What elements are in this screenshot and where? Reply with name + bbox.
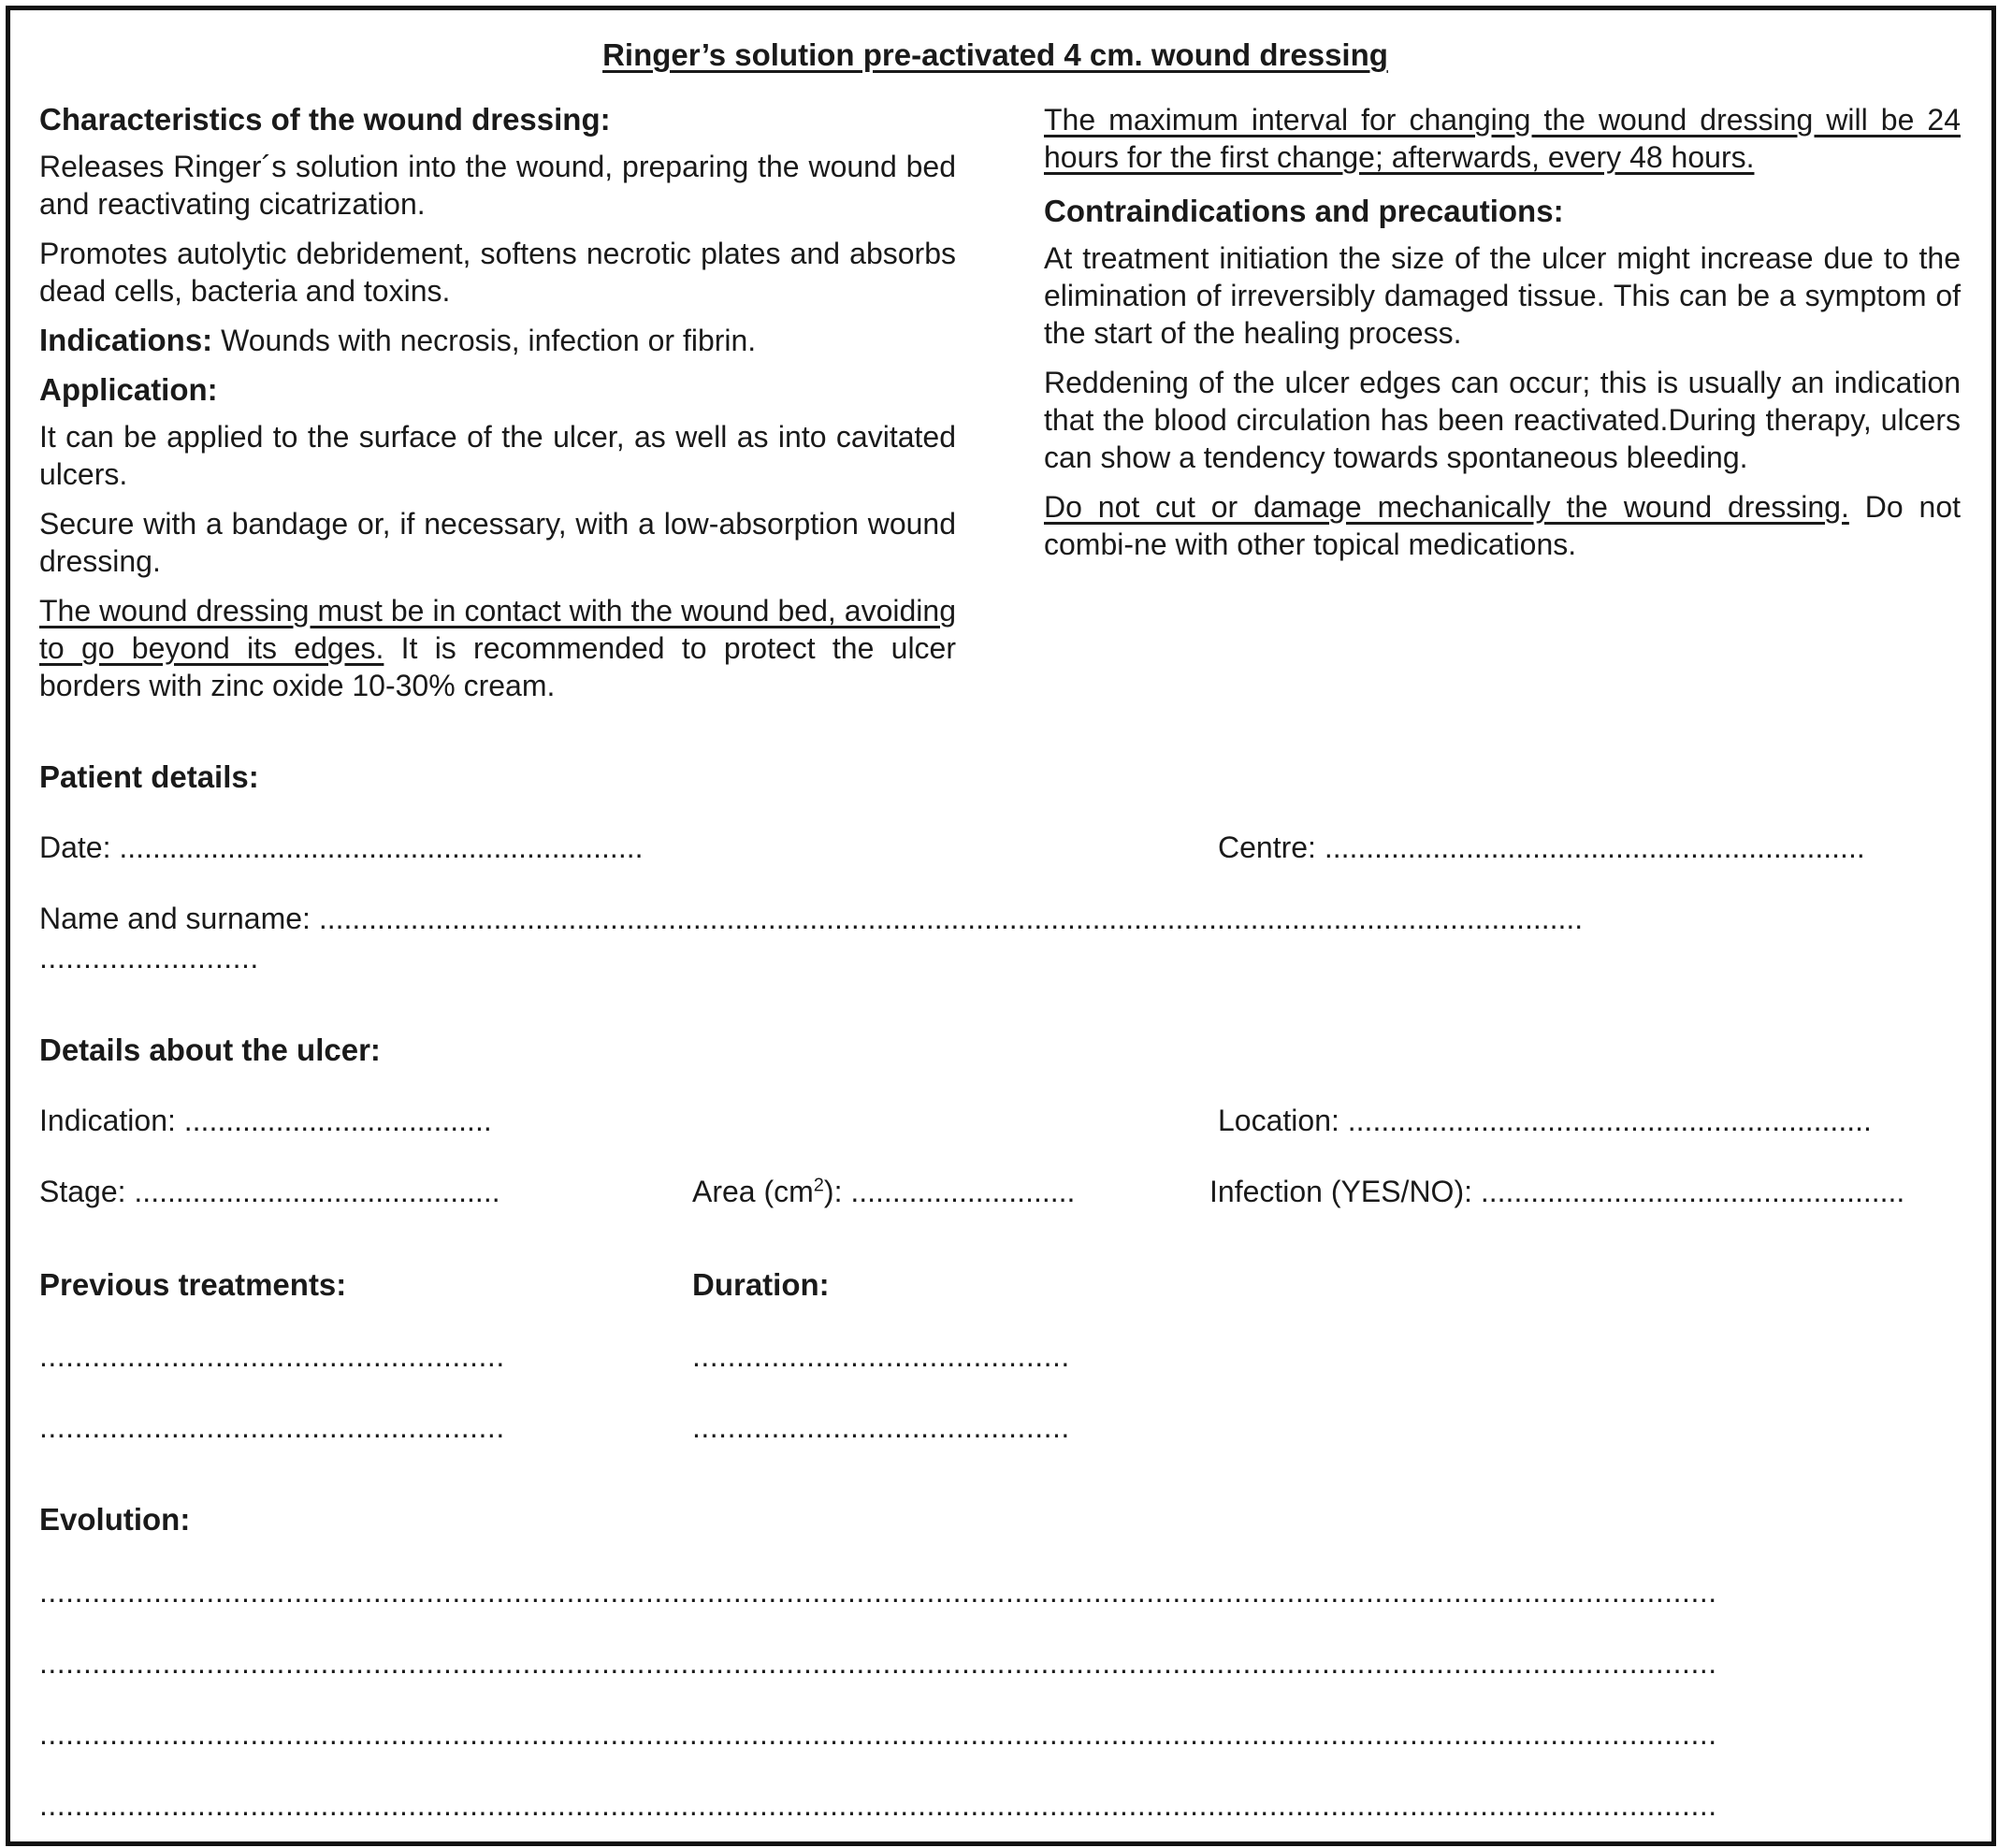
- area-field[interactable]: [692, 1175, 1113, 1209]
- characteristics-paragraph-2: Promotes autolytic debridement, softens necrotic plates and absorbs dead cells, bacteria and toxins.: [39, 237, 956, 308]
- do-not-combine-note: Do not combi-ne with other topical medications.: [1044, 490, 1962, 561]
- do-not-cut-warning: Do not cut or damage mechanically the wound dressing.: [1044, 490, 1849, 524]
- stage-field[interactable]: Stage: ............................................: [39, 1175, 500, 1208]
- contraindication-paragraph-1: At treatment initiation the size of the ulcer might increase due to the elimination of irreversibly damaged tissue. This can be a symptom of the start of the healing process.: [1044, 241, 1961, 350]
- duration-heading: Duration:: [692, 1267, 830, 1302]
- evolution-line-1[interactable]: ...............................................................................................................................................................................................: [39, 1575, 1717, 1609]
- infection-field[interactable]: Infection (YES/NO): ...................................................: [1209, 1175, 1905, 1208]
- contraindication-paragraph-3: [1044, 488, 1961, 563]
- duration-line-2[interactable]: ...........................................: [692, 1410, 1070, 1444]
- area-dots: ): ...........................: [823, 1175, 1076, 1208]
- application-paragraph-1: It can be applied to the surface of the ulcer, as well as into cavitated ulcers.: [39, 420, 956, 491]
- previous-treatment-line-1[interactable]: .....................................................: [39, 1339, 505, 1373]
- location-field[interactable]: Location: ...............................................................: [1218, 1104, 1872, 1137]
- area-superscript: 2: [813, 1175, 824, 1196]
- document-title: Ringer’s solution pre-activated 4 cm. wound dressing: [602, 37, 1388, 72]
- application-paragraph-2: Secure with a bandage or, if necessary, with a low-absorption wound dressing.: [39, 507, 956, 578]
- previous-treatments-heading: Previous treatments:: [39, 1267, 347, 1302]
- application-paragraph-3: [39, 592, 956, 704]
- characteristics-heading: Characteristics of the wound dressing:: [39, 102, 611, 137]
- application-recommendation: It is recommended to protect the ulcer borders with zinc oxide 10-30% cream.: [39, 631, 957, 702]
- name-surname-field[interactable]: Name and surname: ........................................................................................................................................................: [39, 902, 1584, 935]
- evolution-line-4[interactable]: ...............................................................................................................................................................................................: [39, 1788, 1717, 1822]
- change-interval-note: The maximum interval for changing the wound dressing will be 24 hours for the first change; afterwards, every 48 hours.: [1044, 103, 1961, 174]
- evolution-line-2[interactable]: ...............................................................................................................................................................................................: [39, 1646, 1717, 1680]
- duration-line-1[interactable]: ...........................................: [692, 1339, 1070, 1373]
- centre-field[interactable]: Centre: .................................................................: [1218, 830, 1865, 864]
- contraindications-heading: Contraindications and precautions:: [1044, 194, 1564, 228]
- area-label: Area (cm: [692, 1175, 814, 1208]
- evolution-line-3[interactable]: ...............................................................................................................................................................................................: [39, 1717, 1717, 1751]
- application-warning: The wound dressing must be in contact with the wound bed, avoiding to go beyond its edges.: [39, 594, 956, 665]
- date-field[interactable]: Date: ...............................................................: [39, 830, 644, 864]
- indication-field[interactable]: Indication: .....................................: [39, 1104, 492, 1137]
- previous-treatment-line-2[interactable]: .....................................................: [39, 1410, 505, 1444]
- ulcer-details-heading: Details about the ulcer:: [39, 1032, 381, 1067]
- left-column: [39, 101, 956, 716]
- evolution-heading: Evolution:: [39, 1502, 191, 1537]
- indications-text: Wounds with necrosis, infection or fibrin.: [212, 324, 757, 357]
- right-column: [1044, 101, 1961, 575]
- indications-label: Indications:: [39, 323, 213, 357]
- patient-details-heading: Patient details:: [39, 759, 259, 794]
- contraindication-paragraph-2: Reddening of the ulcer edges can occur; this is usually an indication that the blood circulation has been reactivated.During therapy, ulcers can show a tendency towards spontaneous bleeding.: [1044, 366, 1961, 474]
- indications-paragraph: [39, 322, 956, 359]
- name-surname-continuation[interactable]: .........................: [39, 941, 259, 975]
- characteristics-paragraph-1: Releases Ringer´s solution into the wound, preparing the wound bed and reactivating cicatrization.: [39, 150, 956, 221]
- application-heading: Application:: [39, 372, 218, 407]
